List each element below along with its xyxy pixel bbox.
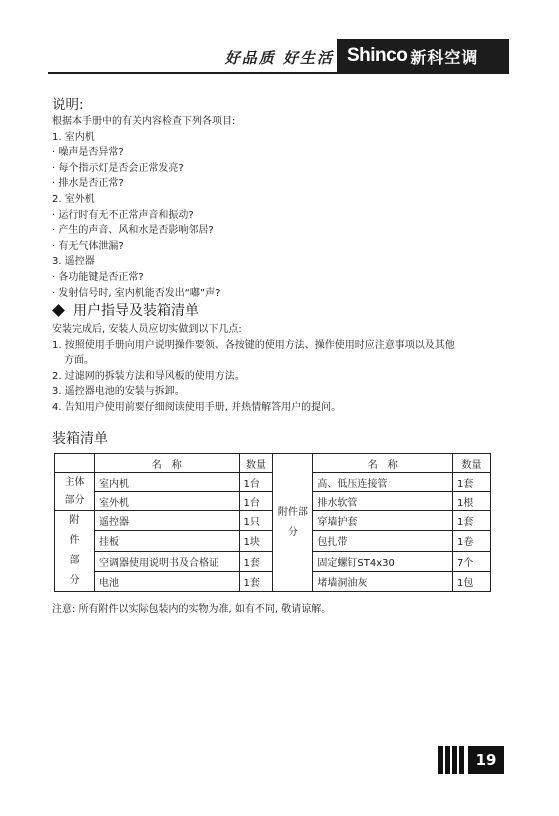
intro-item: · 排水是否正常?	[52, 178, 124, 190]
brand-name-en: Shinco	[347, 45, 408, 66]
table-row	[55, 473, 491, 492]
item-name: 固定螺钉ST4x30	[313, 551, 453, 571]
intro-heading-1: 1. 室内机	[52, 131, 95, 143]
item-name: 遥控器	[94, 511, 239, 531]
intro-item: · 各功能键是否正常?	[52, 271, 144, 283]
item-name: 挂板	[94, 531, 239, 551]
intro-item: · 运行时有无不正常声音和振动?	[52, 209, 194, 221]
item-name: 排水软管	[313, 492, 453, 511]
decorative-bars-icon	[438, 746, 466, 774]
item-qty: 1台	[239, 492, 273, 511]
item-name: 室内机	[94, 473, 239, 492]
table-row	[55, 531, 491, 551]
intro-lead: 根据本手册中的有关内容检查下列各项目:	[52, 116, 236, 127]
table-row	[55, 571, 491, 591]
brand-name-cn: 新科空调	[410, 47, 479, 67]
item-qty: 1根	[453, 492, 491, 511]
intro-item: · 噪声是否异常?	[52, 147, 124, 159]
item-qty: 1套	[453, 511, 491, 531]
item-name: 穿墙护套	[313, 511, 453, 531]
table-header-row	[55, 454, 491, 473]
item-qty: 1包	[453, 571, 491, 591]
diamond-bullet-icon	[52, 304, 65, 317]
col-header-name-right: 名 称	[313, 454, 453, 473]
col-header-name-left: 名 称	[94, 454, 239, 473]
intro-heading-2: 2. 室外机	[52, 193, 95, 205]
col-header-qty-right: 数量	[453, 454, 491, 473]
item-name: 电池	[94, 571, 239, 591]
header-rule	[48, 72, 509, 74]
guide-item: 1. 按照使用手册向用户说明操作要领、各按键的使用方法、操作使用时应注意事项以及其他	[52, 339, 455, 351]
page-number: 19	[468, 746, 504, 774]
intro-item: · 有无气体泄漏?	[52, 240, 124, 252]
page-header	[0, 39, 559, 77]
group-label-accessories-left	[55, 511, 95, 592]
item-qty: 1台	[239, 473, 273, 492]
guide-section	[52, 322, 455, 416]
intro-heading-3: 3. 遥控器	[52, 256, 95, 268]
group-label-accessories-right	[273, 454, 313, 592]
item-qty: 7个	[453, 551, 491, 571]
packing-heading: 装箱清单	[52, 431, 108, 447]
group-label-text: 附件部分	[277, 506, 308, 538]
item-qty: 1块	[239, 531, 273, 551]
item-qty: 1只	[239, 511, 273, 531]
brand-logo	[337, 39, 509, 73]
item-name: 室外机	[94, 492, 239, 511]
guide-heading-text: 用户指导及装箱清单	[73, 303, 199, 319]
guide-heading	[52, 300, 199, 320]
table-row	[55, 511, 491, 531]
table-row	[55, 492, 491, 511]
page-number-badge	[438, 746, 504, 774]
intro-title: 说明:	[52, 97, 84, 113]
col-header-qty-left: 数量	[239, 454, 273, 473]
item-qty: 1套	[239, 571, 273, 591]
guide-item-continued: 方面。	[64, 355, 94, 367]
item-qty: 1卷	[453, 531, 491, 551]
guide-item: 3. 遥控器电池的安装与拆卸。	[52, 386, 185, 398]
item-name: 包扎带	[313, 531, 453, 551]
item-name: 堵墙洞油灰	[313, 571, 453, 591]
group-label-text: 主体部分	[64, 476, 85, 506]
guide-item: 4. 告知用户使用前要仔细阅读使用手册, 并热情解答用户的提问。	[52, 401, 342, 413]
guide-lead: 安装完成后, 安装人员应切实做到以下几点:	[52, 324, 242, 335]
item-qty: 1套	[453, 473, 491, 492]
item-name: 高、低压连接管	[313, 473, 453, 492]
intro-item: · 发射信号时, 室内机能否发出“嘟”声?	[52, 287, 221, 299]
intro-item: · 每个指示灯是否会正常发亮?	[52, 162, 184, 174]
table-row	[55, 551, 491, 571]
intro-section	[52, 96, 235, 301]
item-name: 空调器使用说明书及合格证	[94, 551, 239, 571]
header-slogan: 好品质 好生活	[224, 49, 334, 67]
intro-item: · 产生的声音、风和水是否影响邻居?	[52, 225, 214, 237]
group-label-main	[55, 473, 95, 511]
footnote: 注意: 所有附件以实际包装内的实物为准, 如有不同, 敬请谅解。	[52, 604, 332, 615]
guide-item: 2. 过滤网的拆装方法和导风板的使用方法。	[52, 370, 245, 382]
item-qty: 1套	[239, 551, 273, 571]
group-label-text: 附件部分	[69, 515, 80, 586]
table-corner-left	[55, 454, 95, 473]
packing-table	[54, 453, 491, 592]
